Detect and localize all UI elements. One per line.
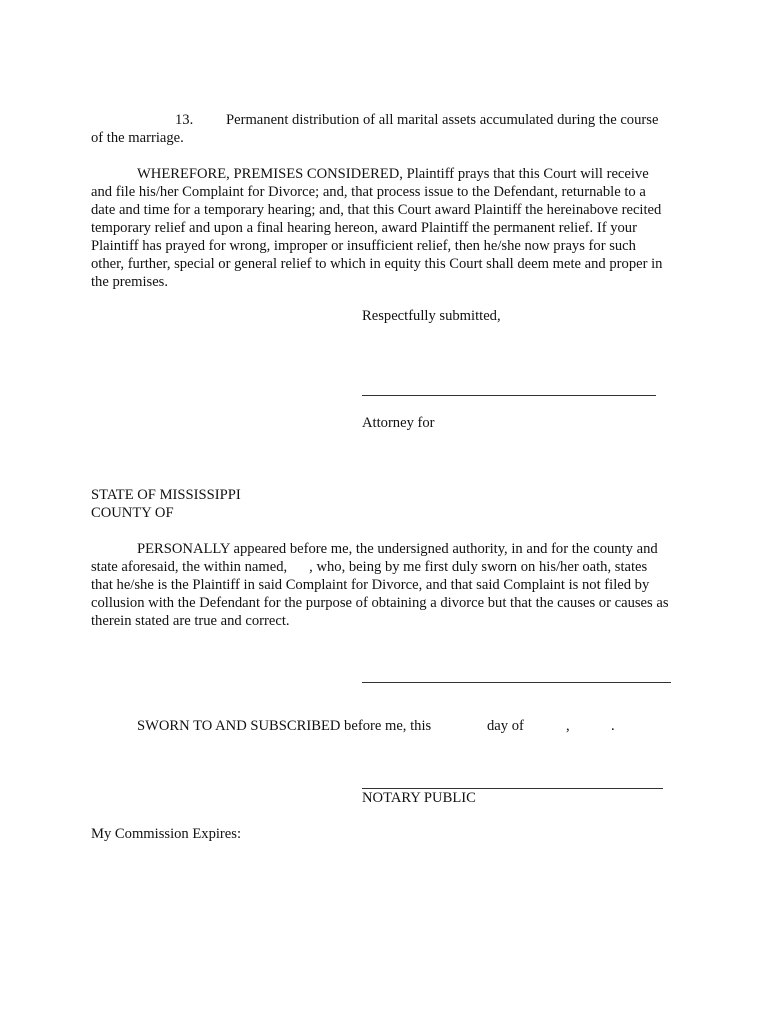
prayer-line: the premises. — [91, 274, 169, 290]
item-13-text-line2: of the marriage. — [91, 130, 184, 146]
venue-state: STATE OF MISSISSIPPI — [91, 487, 241, 503]
attorney-signature-line[interactable] — [362, 395, 656, 396]
affidavit-line: that he/she is the Plaintiff in said Complaint for Divorce, and that said Complaint is not filed by — [91, 577, 650, 593]
prayer-line: WHEREFORE, PREMISES CONSIDERED, Plaintiff prays that this Court will receive — [137, 166, 649, 182]
prayer-line: Plaintiff has prayed for wrong, improper or insufficient relief, then he/she now prays for such — [91, 238, 636, 254]
affidavit-line2-part1: state aforesaid, the within named, — [91, 559, 288, 575]
commission-expires-label: My Commission Expires: — [91, 826, 241, 842]
respectfully-submitted: Respectfully submitted, — [362, 308, 501, 324]
notary-public-label: NOTARY PUBLIC — [362, 790, 476, 806]
affidavit-line: collusion with the Defendant for the purpose of obtaining a divorce but that the causes or causes as — [91, 595, 669, 611]
affidavit-line: PERSONALLY appeared before me, the undersigned authority, in and for the county and — [137, 541, 658, 557]
affidavit-line — [91, 558, 647, 576]
plaintiff-signature-line[interactable] — [362, 682, 671, 683]
jurat-sworn-text: SWORN TO AND SUBSCRIBED before me, this — [137, 718, 432, 734]
jurat-comma: , — [566, 718, 570, 734]
item-number: 13. — [175, 112, 194, 128]
affidavit-line: therein stated are true and correct. — [91, 613, 290, 629]
attorney-for-label: Attorney for — [362, 415, 435, 431]
item-13-text-line1: Permanent distribution of all marital assets accumulated during the course — [226, 112, 659, 128]
venue-county: COUNTY OF — [91, 505, 174, 521]
prayer-line: other, further, special or general relief to which in equity this Court shall deem mete and proper in — [91, 256, 663, 272]
prayer-line: date and time for a temporary hearing; and, that this Court award Plaintiff the hereinabove recited — [91, 202, 662, 218]
notary-signature-line[interactable] — [362, 788, 663, 789]
affidavit-line2-part2: , who, being by me first duly sworn on his/her oath, states — [309, 559, 648, 575]
prayer-line: temporary relief and upon a final hearing hereon, award Plaintiff the permanent relief. If your — [91, 220, 637, 236]
jurat-day-of: day of — [487, 718, 524, 734]
prayer-line: and file his/her Complaint for Divorce; and, that process issue to the Defendant, returnable to a — [91, 184, 646, 200]
jurat-period: . — [611, 718, 615, 734]
